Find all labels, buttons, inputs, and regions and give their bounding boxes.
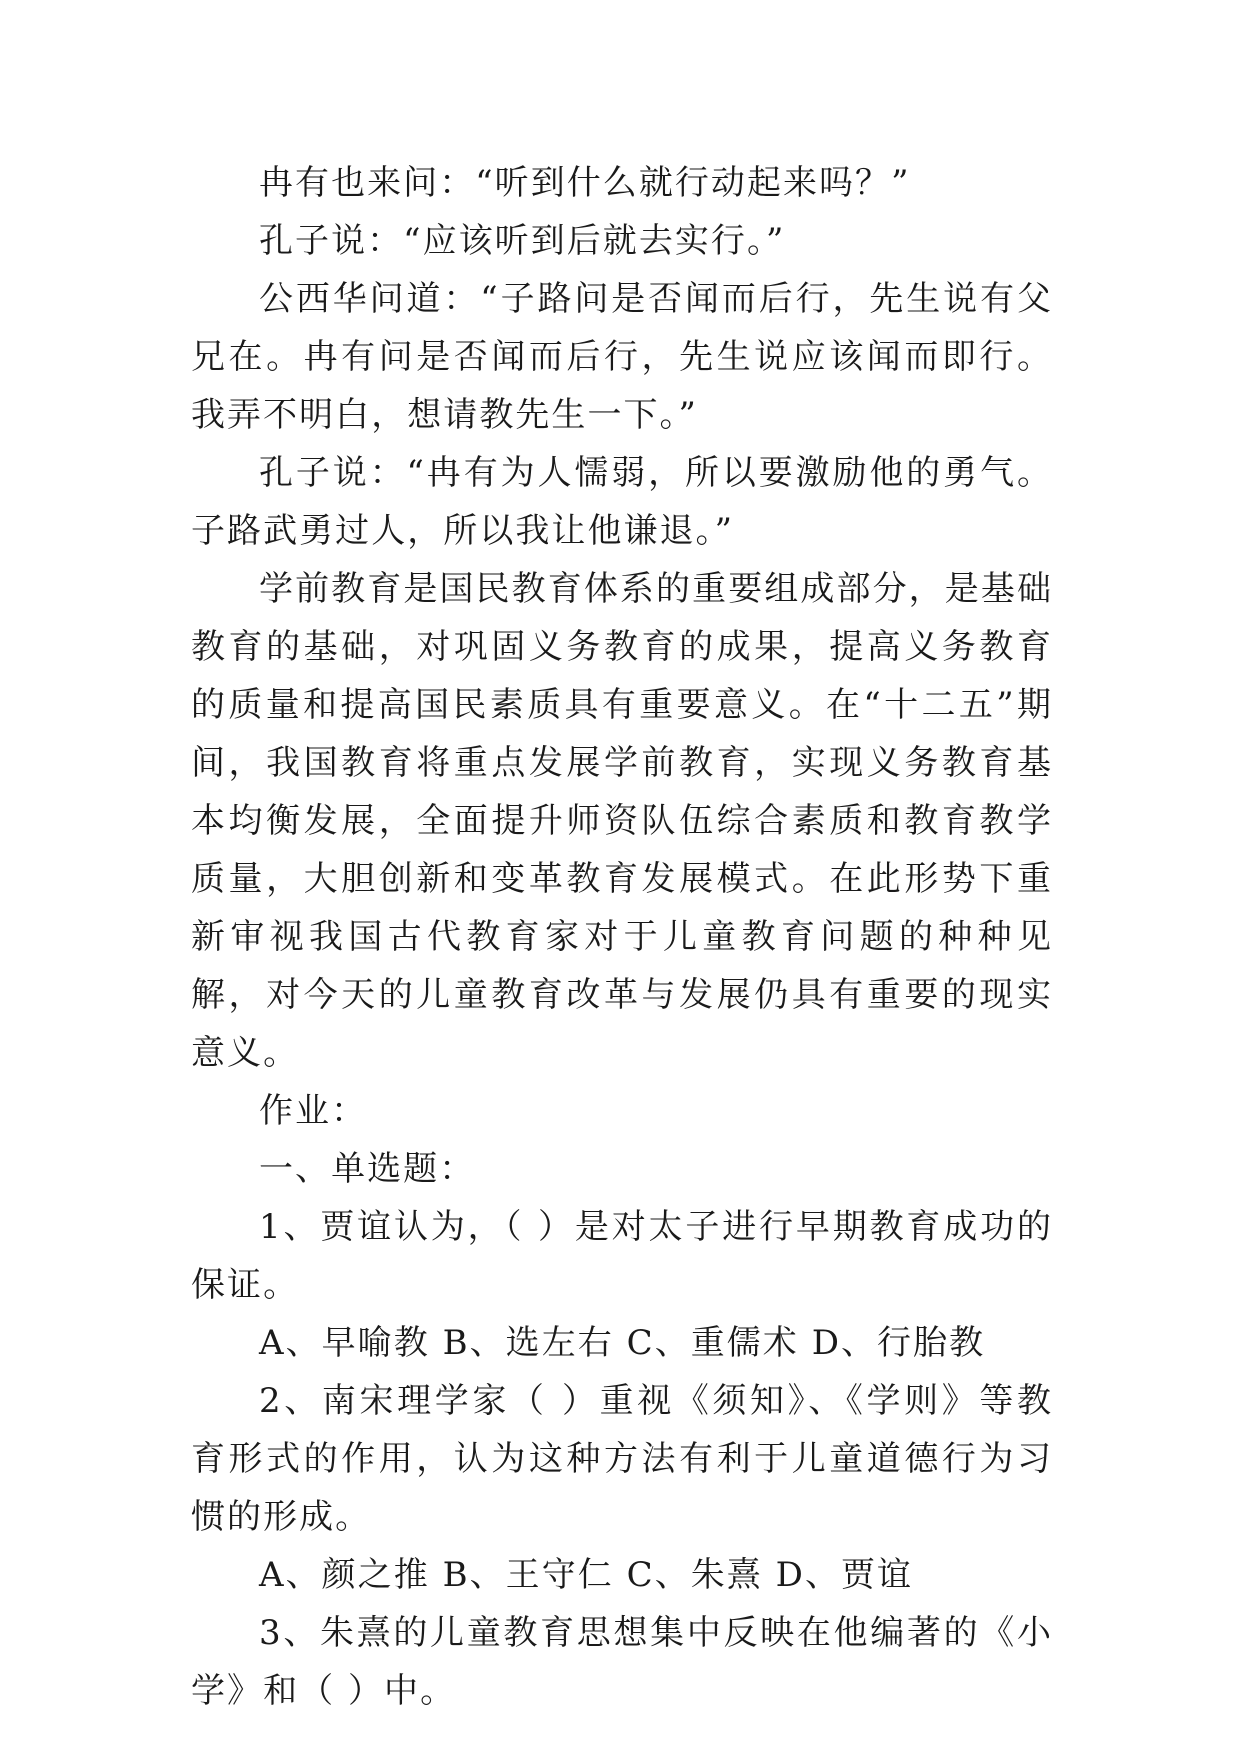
paragraph-preschool-education: 学前教育是国民教育体系的重要组成部分，是基础教育的基础，对巩固义务教育的成果，提高义务教育的质量和提高国民素质具有重要意义。在“十二五”期间，我国教育将重点发展学前教育，实现义务教育基本均衡发展，全面提升师资队伍综合素质和教育教学质量，大胆创新和变革教育发展模式。在此形势下重新审视我国古代教育家对于儿童教育问题的种种见解，对今天的儿童教育改革与发展仍具有重要的现实意义。 bbox=[191, 569, 1053, 1073]
question-2-options: A、颜之推 B、王守仁 C、朱熹 D、贾谊 bbox=[259, 1555, 914, 1595]
homework-heading: 作业： bbox=[259, 1091, 368, 1131]
paragraph-confucius-reply-2: 孔子说：“冉有为人懦弱，所以要激励他的勇气。子路武勇过人，所以我让他谦退。” bbox=[191, 453, 1053, 551]
single-choice-heading: 一、单选题： bbox=[259, 1149, 476, 1189]
question-3: 3、朱熹的儿童教育思想集中反映在他编著的《小学》和（ ）中。 bbox=[191, 1613, 1053, 1711]
paragraph-confucius-reply-1: 孔子说：“应该听到后就去实行。” bbox=[259, 221, 786, 261]
question-1-options: A、早喻教 B、选左右 C、重儒术 D、行胎教 bbox=[259, 1323, 986, 1363]
paragraph-gongxi-hua-asks: 公西华问道：“子路问是否闻而后行，先生说有父兄在。冉有问是否闻而后行，先生说应该闻而即行。我弄不明白，想请教先生一下。” bbox=[191, 279, 1053, 435]
document-body bbox=[191, 154, 1053, 1720]
question-2: 2、南宋理学家（ ）重视《须知》、《学则》等教育形式的作用，认为这种方法有利于儿童道德行为习惯的形成。 bbox=[191, 1381, 1053, 1537]
question-1: 1、贾谊认为，（ ）是对太子进行早期教育成功的保证。 bbox=[191, 1207, 1053, 1305]
paragraph-ran-you-asks: 冉有也来问：“听到什么就行动起来吗？” bbox=[259, 163, 911, 203]
